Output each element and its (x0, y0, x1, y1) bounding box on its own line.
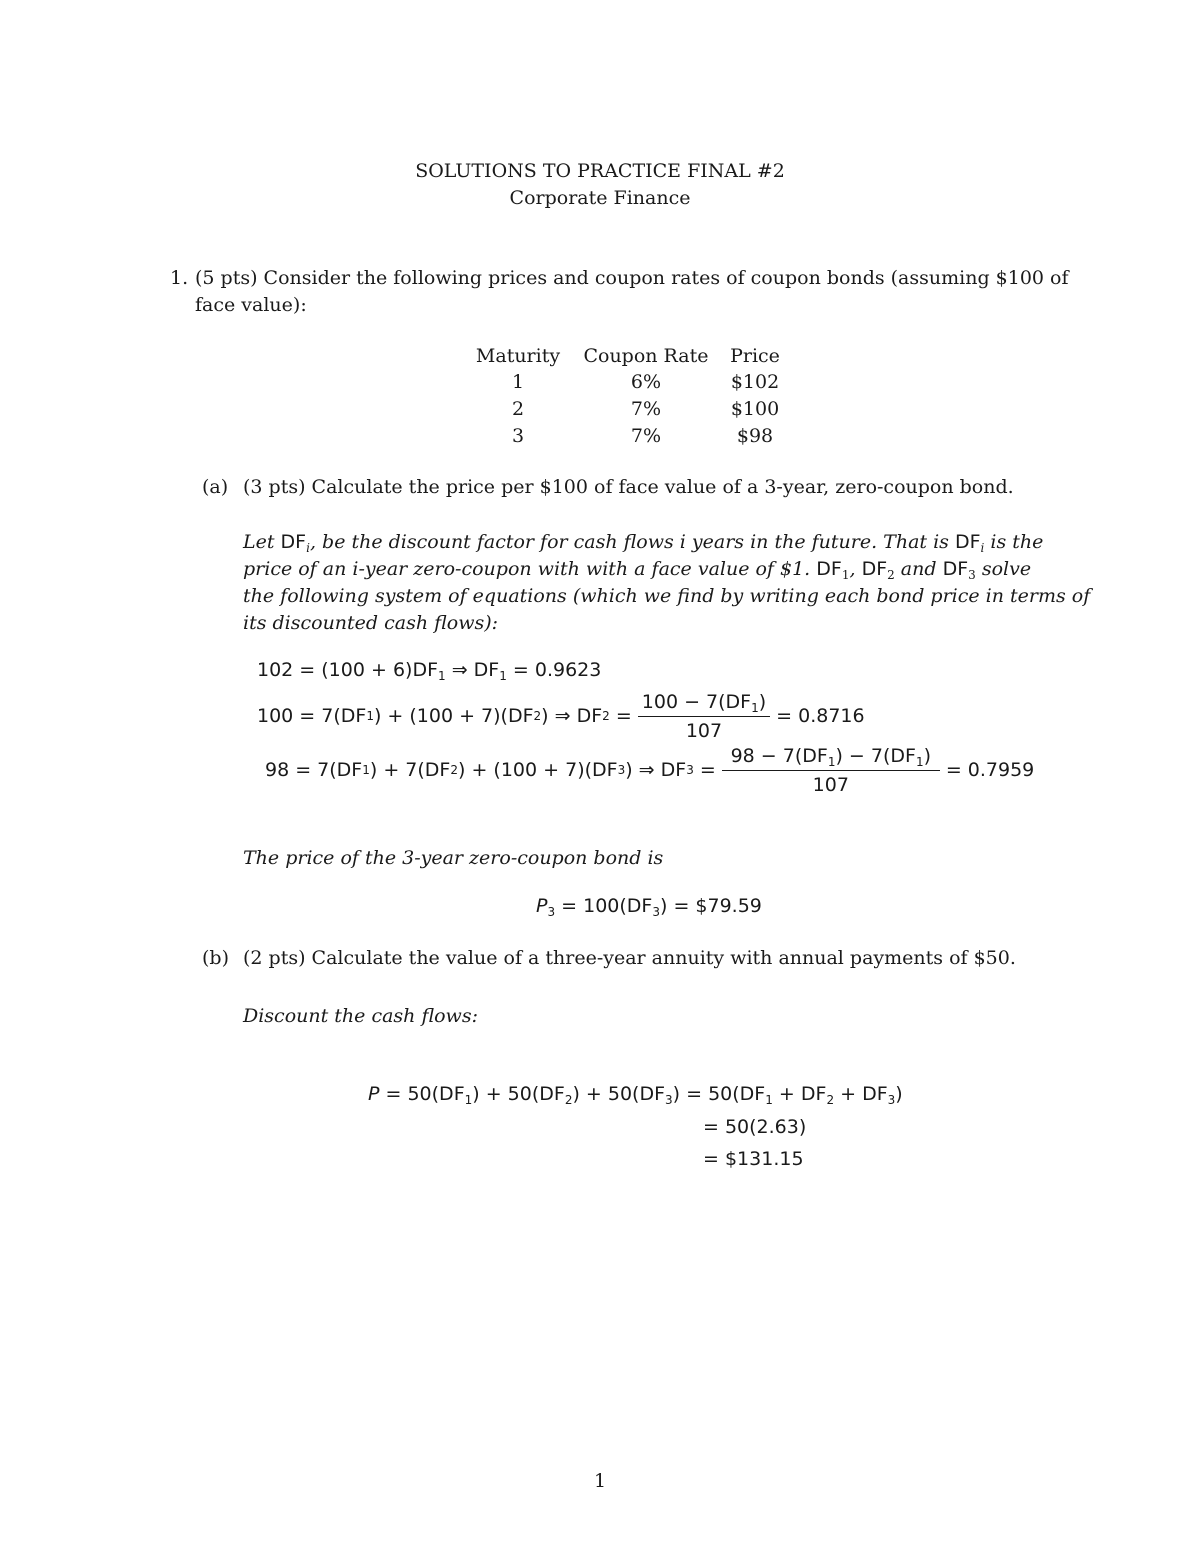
problem-number: 1. (170, 267, 189, 289)
table-header-price: Price (730, 345, 780, 367)
document-title: SOLUTIONS TO PRACTICE FINAL #2 (415, 160, 785, 182)
part-b-label: (b) (202, 947, 229, 969)
document-subtitle: Corporate Finance (509, 187, 691, 209)
problem-text-line2: face value): (195, 294, 307, 316)
part-a-conclusion: The price of the 3-year zero-coupon bond is (243, 847, 664, 869)
part-a-question: (3 pts) Calculate the price per $100 of face value of a 3-year, zero-coupon bond. (243, 476, 1014, 498)
part-a-label: (a) (202, 476, 229, 498)
equation-df3: 98 = 7(DF 1 ) + 7(DF 2 ) + (100 + 7)(DF 3 ) ⇒ DF 3 = $\frac{98 - 7(DF_1) - 7(DF_1)}{107}$ = 0.7959 (265, 744, 1035, 796)
table-cell: 3 (511, 425, 525, 447)
part-b-instruction: Discount the cash flows: (243, 1005, 478, 1027)
table-cell: 6% (630, 371, 662, 393)
page-number: 1 (593, 1470, 607, 1492)
zero-coupon-price-result: $P_3 = 100(DF_3)$ = $79.59 (536, 895, 762, 919)
annuity-equation-line3: = $131.15 (703, 1148, 804, 1170)
table-cell: 2 (511, 398, 525, 420)
fraction-df2: $\frac{100 - 7(DF_1)}{107}$ (638, 691, 770, 742)
table-cell: $102 (730, 371, 780, 393)
part-a-explanation-line2: price of an i-year zero-coupon with with a face value of $1. $DF_1$, $DF_2$ and $DF_3$ solve (243, 558, 1032, 582)
fraction-df3: $\frac{98 - 7(DF_1) - 7(DF_1)}{107}$ (722, 745, 940, 796)
annuity-equation-line1: $P = 50(DF_1) + 50(DF_2) + 50(DF_3) = 50(DF_1 + DF_2 + DF_3)$ (368, 1083, 903, 1107)
part-b-question: (2 pts) Calculate the value of a three-year annuity with annual payments of $50. (243, 947, 1016, 969)
annuity-equation-line2: = 50(2.63) (703, 1116, 807, 1138)
table-cell: 7% (630, 425, 662, 447)
table-cell: $100 (730, 398, 780, 420)
problem-text-line1: (5 pts) Consider the following prices and coupon rates of coupon bonds (assuming $100 of (195, 267, 1069, 289)
table-cell: 7% (630, 398, 662, 420)
table-header-coupon-rate: Coupon Rate (583, 345, 709, 367)
equation-df2: 100 = 7(DF 1 ) + (100 + 7)(DF 2 ) ⇒ DF 2 = $\frac{100 - 7(DF_1)}{107}$ = 0.8716 (257, 690, 865, 742)
table-cell: 1 (511, 371, 525, 393)
part-a-explanation-line3: the following system of equations (which we find by writing each bond price in terms of (243, 585, 1091, 607)
table-cell: $98 (736, 425, 774, 447)
equation-df1: $102 = (100 + 6)DF_1$ ⇒ $DF_1 = 0.9623$ (257, 659, 602, 683)
part-a-explanation-line4: its discounted cash flows): (243, 612, 499, 634)
part-a-explanation-line1: Let $DF_i$, be the discount factor for cash flows i years in the future. That is $DF_i$ is the (243, 531, 1044, 555)
table-header-maturity: Maturity (475, 345, 561, 367)
